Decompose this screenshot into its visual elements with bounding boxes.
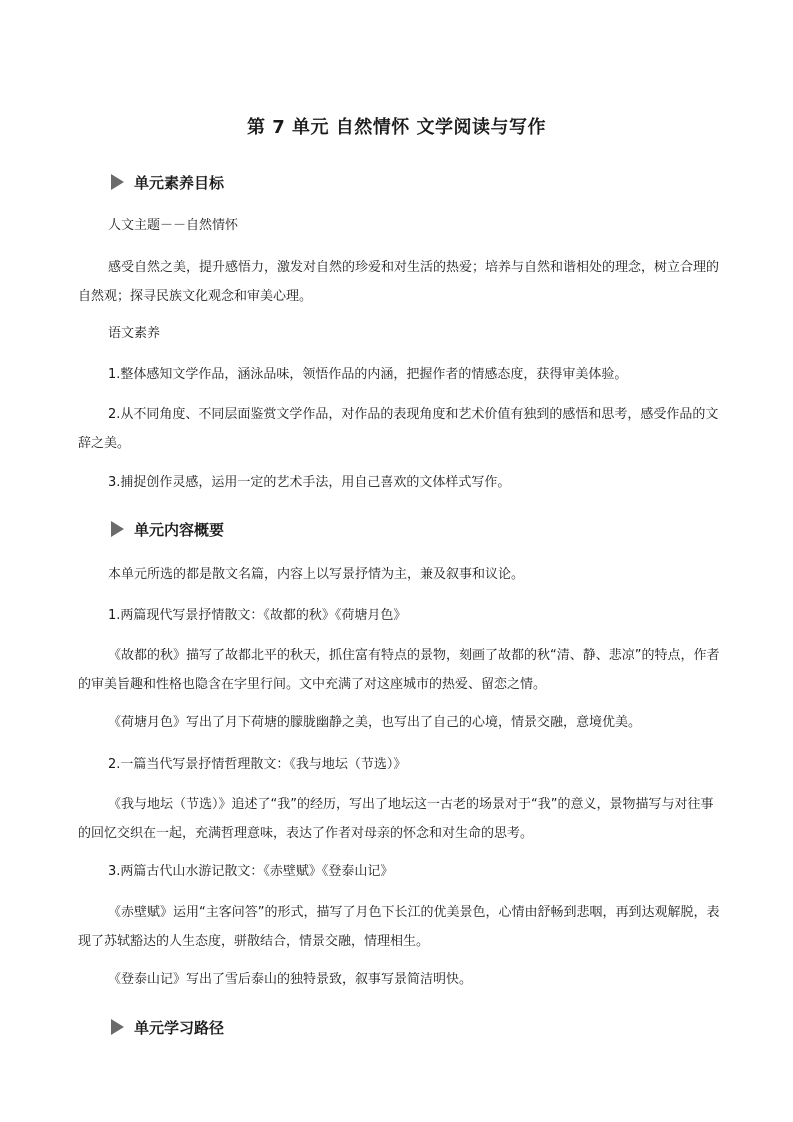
triangle-bullet-icon (111, 521, 124, 537)
goal-item-1: 1.整体感知文学作品，涵泳品味，领悟作品的内涵，把握作者的情感态度，获得审美体验。 (108, 367, 628, 382)
group-3-para-1: 《赤壁赋》运用“主客问答”的形式，描写了月色下长江的优美景色，心情由舒畅到悲咽，再到达观解脱，表现了苏轼豁达的人生态度，骈散结合，情景交融，情理相生。 (78, 905, 720, 949)
goal-item-3: 3.捕捉创作灵感，运用一定的艺术手法，用自己喜欢的文体样式写作。 (108, 475, 511, 490)
section-heading-overview (111, 518, 224, 540)
group-1-title: 1.两篇现代写景抒情散文：《故都的秋》《荷塘月色》 (108, 608, 407, 623)
section-title: 单元素养目标 (134, 173, 225, 192)
section-title: 单元内容概要 (134, 520, 225, 539)
section-title: 单元学习路径 (134, 1018, 225, 1037)
literacy-label: 语文素养 (108, 326, 161, 341)
group-2-title: 2.一篇当代写景抒情哲理散文：《我与地坛（节选）》 (108, 757, 407, 772)
page-title: 第 7 单元 自然情怀 文学阅读与写作 (246, 117, 547, 138)
humanities-text: 感受自然之美，提升感悟力，激发对自然的珍爱和对生活的热爱；培养与自然和谐相处的理念，树立合理的自然观；探寻民族文化观念和审美心理。 (78, 260, 720, 304)
group-2-para-1: 《我与地坛（节选）》追述了“我”的经历，写出了地坛这一古老的场景对于“我”的意义，景物描写与对往事的回忆交织在一起，充满哲理意味，表达了作者对母亲的怀念和对生命的思考。 (78, 797, 714, 841)
group-1-para-1: 《故都的秋》描写了故都北平的秋天，抓住富有特点的景物，刻画了故都的秋“清、静、悲凉”的特点，作者的审美旨趣和性格也隐含在字里行间。文中充满了对这座城市的热爱、留恋之情。 (78, 648, 720, 692)
humanities-label: 人文主题－－自然情怀 (108, 218, 239, 233)
goal-item-2: 2.从不同角度、不同层面鉴赏文学作品，对作品的表现角度和艺术价值有独到的感悟和思考，感受作品的文辞之美。 (78, 407, 719, 451)
group-3-title: 3.两篇古代山水游记散文：《赤壁赋》《登泰山记》 (108, 864, 394, 879)
group-1-para-2: 《荷塘月色》写出了月下荷塘的朦胧幽静之美，也写出了自己的心境，情景交融，意境优美。 (108, 715, 642, 730)
triangle-bullet-icon (111, 174, 124, 190)
group-3-para-2: 《登泰山记》写出了雪后泰山的独特景致，叙事写景简洁明快。 (108, 972, 473, 987)
section-heading-path (111, 1016, 224, 1038)
section-heading-goals (111, 171, 224, 193)
overview-intro: 本单元所选的都是散文名篇，内容上以写景抒情为主，兼及叙事和议论。 (108, 567, 525, 582)
triangle-bullet-icon (111, 1019, 124, 1035)
